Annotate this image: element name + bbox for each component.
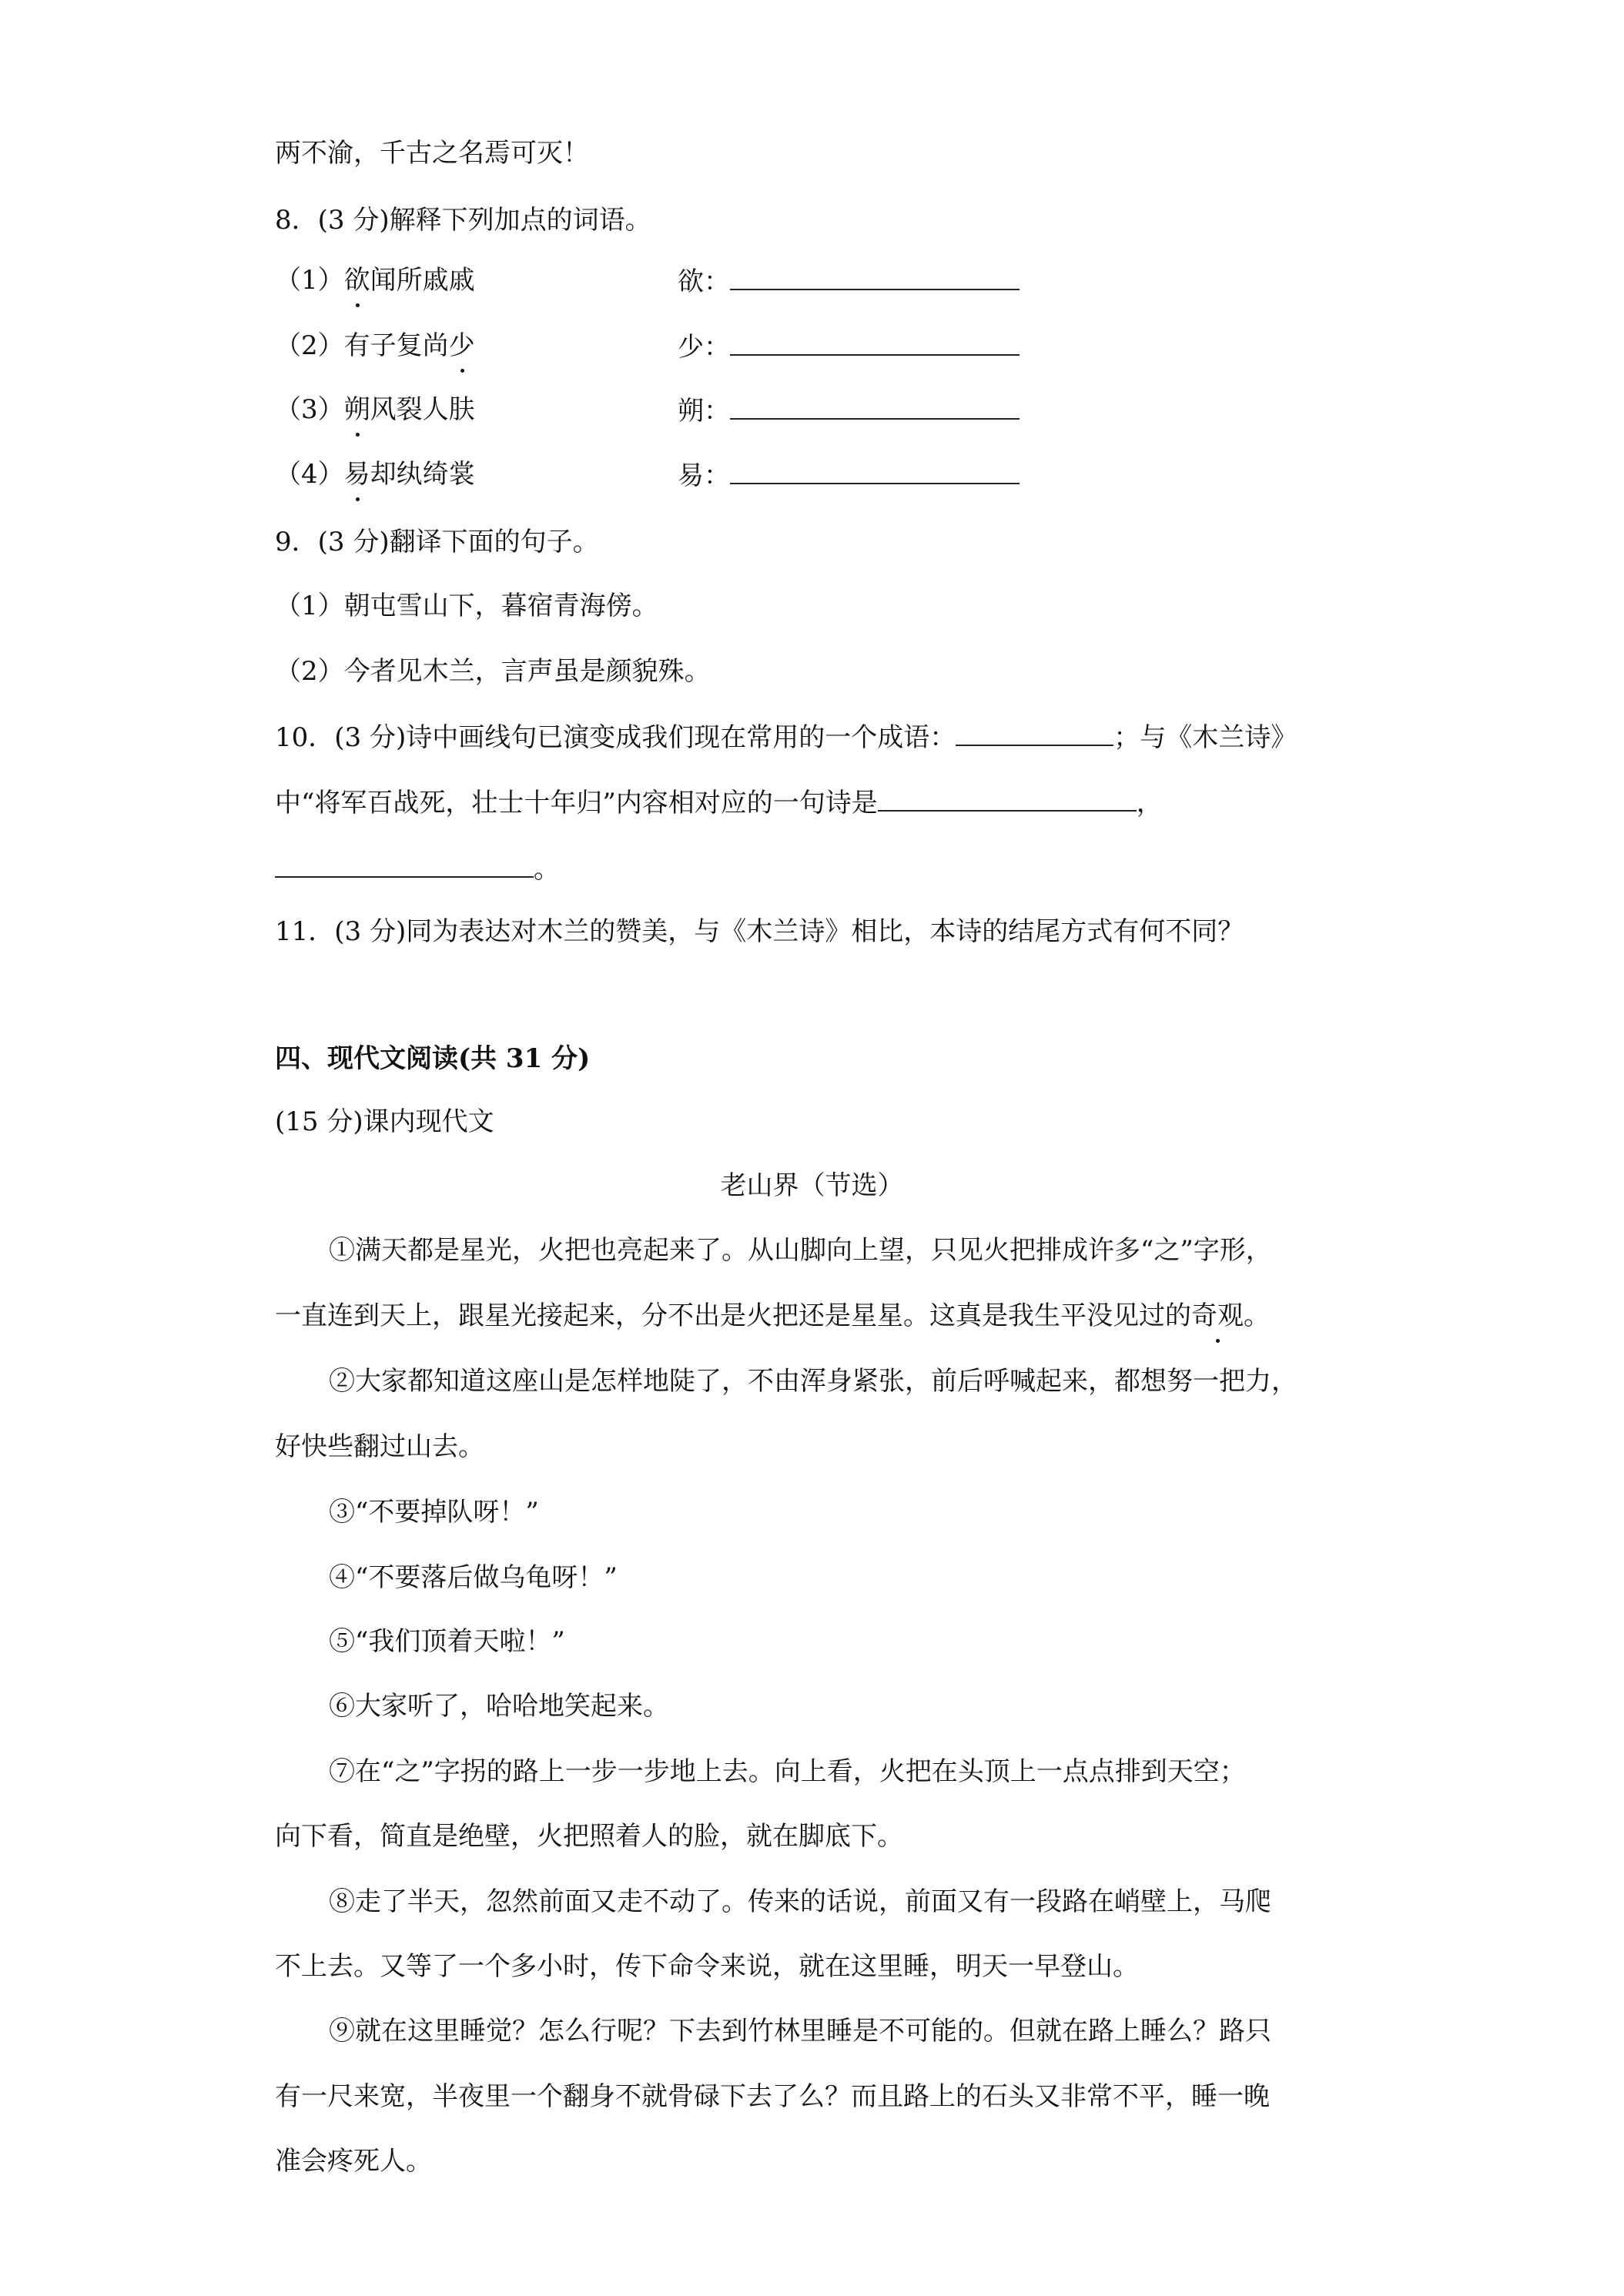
section-4-heading: 四、现代文阅读(共 31 分) [275, 1043, 591, 1074]
answer-blank[interactable] [730, 328, 1020, 356]
poem-ending-line: 两不渝，千古之名焉可灭！ [275, 138, 589, 169]
paragraph-2-line-1: ②大家都知道这座山是怎样地陡了，不由浑身紧张，前后呼喊起来，都想努一把力， [329, 1366, 1298, 1397]
dotted-word: 朔 [344, 392, 370, 427]
dotted-word: 少 [449, 328, 475, 363]
paragraph-9-line-3: 准会疼死人。 [275, 2146, 432, 2177]
answer-blank[interactable] [730, 457, 1020, 484]
passage-title: 老山界（节选） [720, 1170, 904, 1201]
q8-answer-4 [678, 457, 1020, 494]
item-text-before: 有子复尚 [343, 330, 449, 361]
answer-key: 少： [678, 332, 730, 363]
paragraph-3: ③“不要掉队呀！” [329, 1497, 539, 1528]
item-number: （1） [275, 265, 344, 296]
section-4-subheading: (15 分)课内现代文 [275, 1106, 494, 1137]
answer-blank[interactable] [730, 392, 1020, 420]
answer-blank[interactable] [730, 263, 1020, 290]
q10-text-b: ；与《木兰诗》 [1113, 722, 1298, 753]
question-8-stem: 8．(3 分)解释下列加点的词语。 [275, 205, 651, 236]
q8-item-4 [275, 457, 475, 492]
item-text-after: 闻所戚戚 [370, 265, 475, 296]
q8-item-2 [275, 328, 475, 363]
dotted-word: 奇观 [1191, 1298, 1244, 1334]
q9-sentence-2: （2）今者见木兰，言声虽是颜貌殊。 [275, 656, 711, 687]
question-10-line-2 [275, 784, 1163, 821]
q8-answer-2 [678, 328, 1020, 365]
dotted-word: 欲 [344, 263, 370, 298]
paragraph-6: ⑥大家听了，哈哈地笑起来。 [329, 1691, 669, 1722]
paragraph-2-line-2: 好快些翻过山去。 [275, 1431, 484, 1462]
item-text-after: 风裂人肤 [370, 394, 475, 425]
paragraph-8-line-2: 不上去。又等了一个多小时，传下命令来说，就在这里睡，明天一早登山。 [275, 1951, 1139, 1982]
answer-key: 欲： [678, 266, 730, 297]
paragraph-7-line-2: 向下看，简直是绝壁，火把照着人的脸，就在脚底下。 [275, 1821, 903, 1852]
item-number: （2） [275, 330, 344, 361]
q9-sentence-1: （1）朝屯雪山下，暮宿青海傍。 [275, 591, 658, 621]
question-11-stem: 11．(3 分)同为表达对木兰的赞美，与《木兰诗》相比，本诗的结尾方式有何不同？ [275, 916, 1244, 947]
q10-text-d: ， [1136, 788, 1163, 818]
dotted-word: 易 [344, 457, 370, 492]
q10-text-c: 中“将军百战死，壮士十年归”内容相对应的一句诗是 [275, 788, 878, 818]
question-10-line-3 [275, 850, 560, 887]
paragraph-9-line-1: ⑨就在这里睡觉？怎么行呢？下去到竹林里睡是不可能的。但就在路上睡么？路只 [329, 2016, 1271, 2047]
q8-item-1 [275, 263, 475, 298]
paragraph-8-line-1: ⑧走了半天，忽然前面又走不动了。传来的话说，前面又有一段路在峭壁上，马爬 [329, 1886, 1271, 1917]
question-10-line-1 [275, 718, 1297, 755]
q10-text-a: 10．(3 分)诗中画线句已演变成我们现在常用的一个成语： [275, 722, 956, 753]
poem-line-blank-2[interactable] [275, 850, 534, 878]
question-9-stem: 9．(3 分)翻译下面的句子。 [275, 527, 599, 557]
text: 。 [1244, 1300, 1270, 1331]
q8-item-3 [275, 392, 475, 427]
idiom-blank[interactable] [956, 718, 1113, 746]
paragraph-1-line-2 [275, 1298, 1270, 1334]
answer-key: 易： [678, 460, 730, 491]
q8-answer-3 [678, 392, 1020, 429]
paragraph-5: ⑤“我们顶着天啦！” [329, 1626, 565, 1657]
poem-line-blank-1[interactable] [878, 784, 1137, 812]
item-text-after: 却纨绮裳 [370, 459, 475, 490]
answer-key: 朔： [678, 396, 730, 427]
item-number: （4） [275, 459, 344, 490]
q10-text-e: 。 [534, 854, 560, 885]
item-number: （3） [275, 394, 344, 425]
paragraph-7-line-1: ⑦在“之”字拐的路上一步一步地上去。向上看，火把在头顶上一点点排到天空； [329, 1756, 1246, 1787]
paragraph-9-line-2: 有一尺来宽，半夜里一个翻身不就骨碌下去了么？而且路上的石头又非常不平，睡一晚 [275, 2081, 1270, 2112]
text: 一直连到天上，跟星光接起来，分不出是火把还是星星。这真是我生平没见过的 [275, 1300, 1191, 1331]
paragraph-1-line-1: ①满天都是星光，火把也亮起来了。从山脚向上望，只见火把排成许多“之”字形， [329, 1235, 1272, 1266]
paragraph-4: ④“不要落后做乌龟呀！” [329, 1562, 618, 1593]
q8-answer-1 [678, 263, 1020, 300]
